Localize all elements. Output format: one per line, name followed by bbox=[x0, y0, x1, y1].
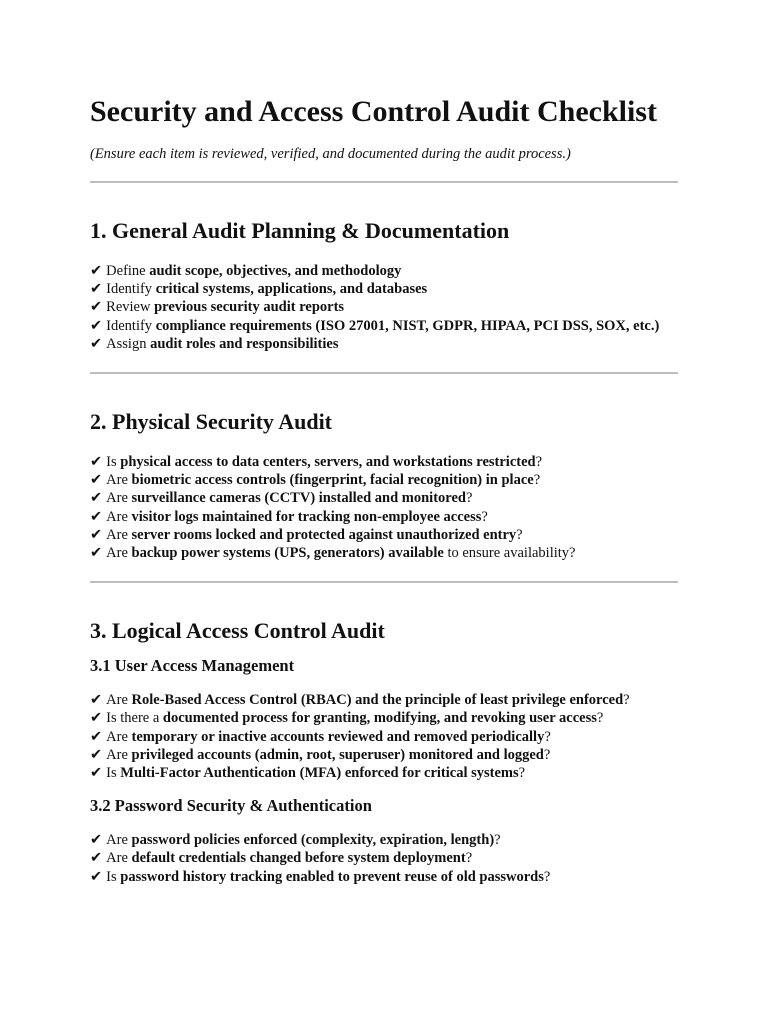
check-mark-icon: ✔ bbox=[90, 710, 103, 727]
checklist-item: ✔ Are visitor logs maintained for tracking non-employee access? bbox=[90, 508, 488, 525]
checklist-item: ✔ Review previous security audit reports bbox=[90, 299, 345, 316]
check-mark-icon: ✔ bbox=[90, 746, 103, 763]
section-logical-access-control-audit bbox=[90, 611, 678, 886]
check-mark-icon: ✔ bbox=[90, 692, 103, 709]
checklist bbox=[90, 831, 678, 886]
checklist-item: ✔ Are backup power systems (UPS, generators) available to ensure availability? bbox=[90, 545, 576, 562]
section-divider bbox=[90, 581, 678, 583]
checklist-item: ✔ Is Multi-Factor Authentication (MFA) enforced for critical systems? bbox=[90, 765, 526, 782]
checklist-item: ✔ Identify critical systems, applications, and databases bbox=[90, 281, 428, 298]
checklist-item: ✔ Is password history tracking enabled to prevent reuse of old passwords? bbox=[90, 868, 551, 885]
checklist-item: ✔ Identify compliance requirements (ISO 27001, NIST, GDPR, HIPAA, PCI DSS, SOX, etc.) bbox=[90, 317, 660, 334]
checklist bbox=[90, 691, 678, 782]
checklist-item: ✔ Are temporary or inactive accounts reviewed and removed periodically? bbox=[90, 728, 551, 745]
subsection-heading: 3.2 Password Security & Authentication bbox=[90, 796, 372, 816]
checklist-item: ✔ Are default credentials changed before system deployment? bbox=[90, 850, 473, 867]
checklist-item: ✔ Define audit scope, objectives, and methodology bbox=[90, 263, 402, 279]
document-subtitle: (Ensure each item is reviewed, verified, and documented during the audit process.) bbox=[90, 146, 571, 162]
check-mark-icon: ✔ bbox=[90, 545, 103, 562]
check-mark-icon: ✔ bbox=[90, 335, 103, 352]
checklist-item: ✔ Are biometric access controls (fingerprint, facial recognition) in place? bbox=[90, 472, 541, 489]
checklist-item: ✔ Are server rooms locked and protected against unauthorized entry? bbox=[90, 526, 523, 543]
check-mark-icon: ✔ bbox=[90, 728, 103, 745]
check-mark-icon: ✔ bbox=[90, 526, 103, 543]
document-title: Security and Access Control Audit Checklist bbox=[90, 95, 657, 128]
check-mark-icon: ✔ bbox=[90, 263, 103, 279]
check-mark-icon: ✔ bbox=[90, 765, 103, 782]
subsection-heading: 3.1 User Access Management bbox=[90, 656, 295, 676]
check-mark-icon: ✔ bbox=[90, 490, 103, 507]
section-heading: 2. Physical Security Audit bbox=[90, 409, 333, 435]
check-mark-icon: ✔ bbox=[90, 317, 103, 334]
check-mark-icon: ✔ bbox=[90, 281, 103, 298]
checklist-item: ✔ Assign audit roles and responsibilities bbox=[90, 335, 339, 352]
check-mark-icon: ✔ bbox=[90, 472, 103, 489]
checklist-item: ✔ Are Role-Based Access Control (RBAC) and the principle of least privilege enforced? bbox=[90, 692, 630, 709]
check-mark-icon: ✔ bbox=[90, 508, 103, 525]
checklist bbox=[90, 262, 678, 353]
checklist-item: ✔ Is there a documented process for granting, modifying, and revoking user access? bbox=[90, 710, 604, 727]
checklist-item: ✔ Is physical access to data centers, servers, and workstations restricted? bbox=[90, 454, 543, 471]
section-heading: 1. General Audit Planning & Documentation bbox=[90, 218, 510, 243]
checklist-item: ✔ Are password policies enforced (complexity, expiration, length)? bbox=[90, 832, 501, 849]
check-mark-icon: ✔ bbox=[90, 454, 103, 471]
section-general-audit-planning bbox=[90, 211, 678, 374]
check-mark-icon: ✔ bbox=[90, 299, 103, 316]
check-mark-icon: ✔ bbox=[90, 832, 103, 849]
section-divider bbox=[90, 181, 678, 183]
section-physical-security-audit bbox=[90, 402, 678, 583]
checklist-item: ✔ Are privileged accounts (admin, root, superuser) monitored and logged? bbox=[90, 746, 551, 763]
section-heading: 3. Logical Access Control Audit bbox=[90, 618, 385, 644]
check-mark-icon: ✔ bbox=[90, 850, 103, 867]
checklist-item: ✔ Are surveillance cameras (CCTV) installed and monitored? bbox=[90, 490, 473, 507]
checklist bbox=[90, 453, 678, 562]
check-mark-icon: ✔ bbox=[90, 868, 103, 885]
section-divider bbox=[90, 372, 678, 374]
